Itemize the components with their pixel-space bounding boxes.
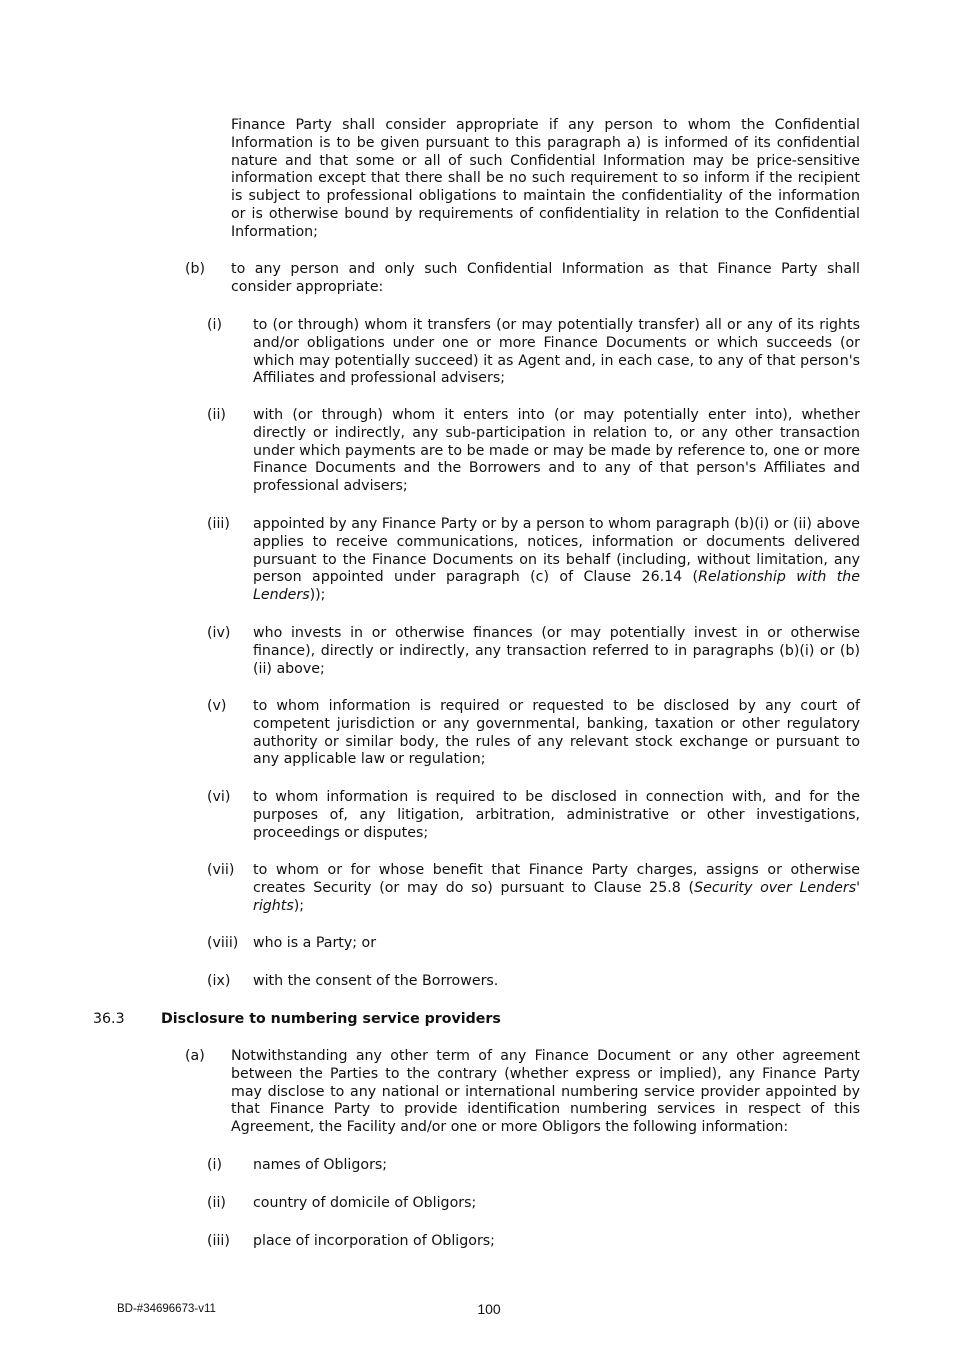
item-text: to whom or for whose benefit that Finance Party charges, assigns or otherwise creates Security (or may do so) pursuant to Clause 25.8 ( bbox=[253, 862, 860, 896]
list-item: place of incorporation of Obligors; bbox=[253, 1233, 495, 1249]
document-reference: BD-#34696673-v11 bbox=[117, 1303, 216, 1315]
page-number: 100 bbox=[477, 1301, 501, 1317]
item-label: (vii) bbox=[207, 862, 235, 878]
list-item: to whom information is required or requested to be disclosed by any court of competent jurisdiction or any governmental, banking, taxation or other regulatory authority or similar body, the rules of any relevant stock exchange or pursuant to any applicable law or regulation; bbox=[253, 698, 860, 768]
list-item: country of domicile of Obligors; bbox=[253, 1195, 477, 1211]
item-label: (iii) bbox=[207, 1233, 230, 1249]
clause-reference-title: Relationship with the Lenders bbox=[253, 569, 861, 604]
item-label: (ii) bbox=[207, 407, 226, 423]
item-label: (ix) bbox=[207, 973, 231, 989]
item-label: (iii) bbox=[207, 516, 230, 532]
section-title: Disclosure to numbering service providers bbox=[161, 1011, 501, 1027]
item-text-end: ); bbox=[293, 897, 305, 914]
item-text-end: )); bbox=[309, 587, 326, 604]
list-item: with the consent of the Borrowers. bbox=[253, 973, 499, 989]
list-item: who is a Party; or bbox=[253, 935, 377, 951]
continuation-paragraph: Finance Party shall consider appropriate if any person to whom the Confidential Information is to be given pursuant to this paragraph a) is informed of its confidential nature and that some or all of such Confidential Information may be price-sensitive information except that there shall be no such requirement to so inform if the recipient is subject to professional obligations to maintain the confidentiality of the information or is otherwise bound by requirements of confidentiality in relation to the Confidential Information; bbox=[231, 117, 860, 240]
list-item: to whom information is required to be disclosed in connection with, and for the purposes of, any litigation, arbitration, administrative or other investigations, proceedings or disputes; bbox=[253, 789, 860, 841]
item-text: appointed by any Finance Party or by a person to whom paragraph (b)(i) or (ii) above applies to receive communications, notices, information or documents delivered pursuant to the Finance Documents on its behalf (including, without limitation, any person appointed under paragraph (c) of Clause 26.14 ( bbox=[253, 516, 860, 586]
item-label: (i) bbox=[207, 1157, 223, 1173]
list-item: to (or through) whom it transfers (or may potentially transfer) all or any of its rights and/or obligations under one or more Finance Documents or which succeeds (or which may potentially succeed) it as Agent and, in each case, to any of that person's Affiliates and professional advisers; bbox=[253, 317, 860, 387]
para-b-text: to any person and only such Confidential Information as that Finance Party shall consider appropriate: bbox=[231, 261, 860, 295]
item-label: (iv) bbox=[207, 625, 231, 641]
section-number: 36.3 bbox=[93, 1011, 125, 1027]
para-a-label: (a) bbox=[185, 1048, 205, 1064]
list-item: who invests in or otherwise finances (or may potentially invest in or otherwise finance), directly or indirectly, any transaction referred to in paragraphs (b)(i) or (b)(ii) above; bbox=[253, 625, 860, 677]
item-label: (viii) bbox=[207, 935, 239, 951]
para-b-label: (b) bbox=[185, 261, 206, 277]
clause-reference-title: Security over Lenders' rights bbox=[253, 879, 860, 914]
list-item bbox=[253, 516, 860, 605]
list-item bbox=[253, 862, 860, 915]
list-item: with (or through) whom it enters into (or may potentially enter into), whether directly or indirectly, any sub-participation in relation to, or any other transaction under which payments are to be made or may be made by reference to, one or more Finance Documents and the Borrowers and to any of that person's Affiliates and professional advisers; bbox=[253, 407, 860, 495]
list-item: names of Obligors; bbox=[253, 1157, 388, 1173]
item-label: (i) bbox=[207, 317, 223, 333]
item-label: (v) bbox=[207, 698, 227, 714]
para-a-text: Notwithstanding any other term of any Finance Document or any other agreement between the Parties to the contrary (whether express or implied), any Finance Party may disclose to any national or international numbering service provider appointed by that Finance Party to provide identification numbering services in respect of this Agreement, the Facility and/or one or more Obligors the following information: bbox=[231, 1048, 860, 1136]
item-label: (ii) bbox=[207, 1195, 226, 1211]
item-label: (vi) bbox=[207, 789, 231, 805]
